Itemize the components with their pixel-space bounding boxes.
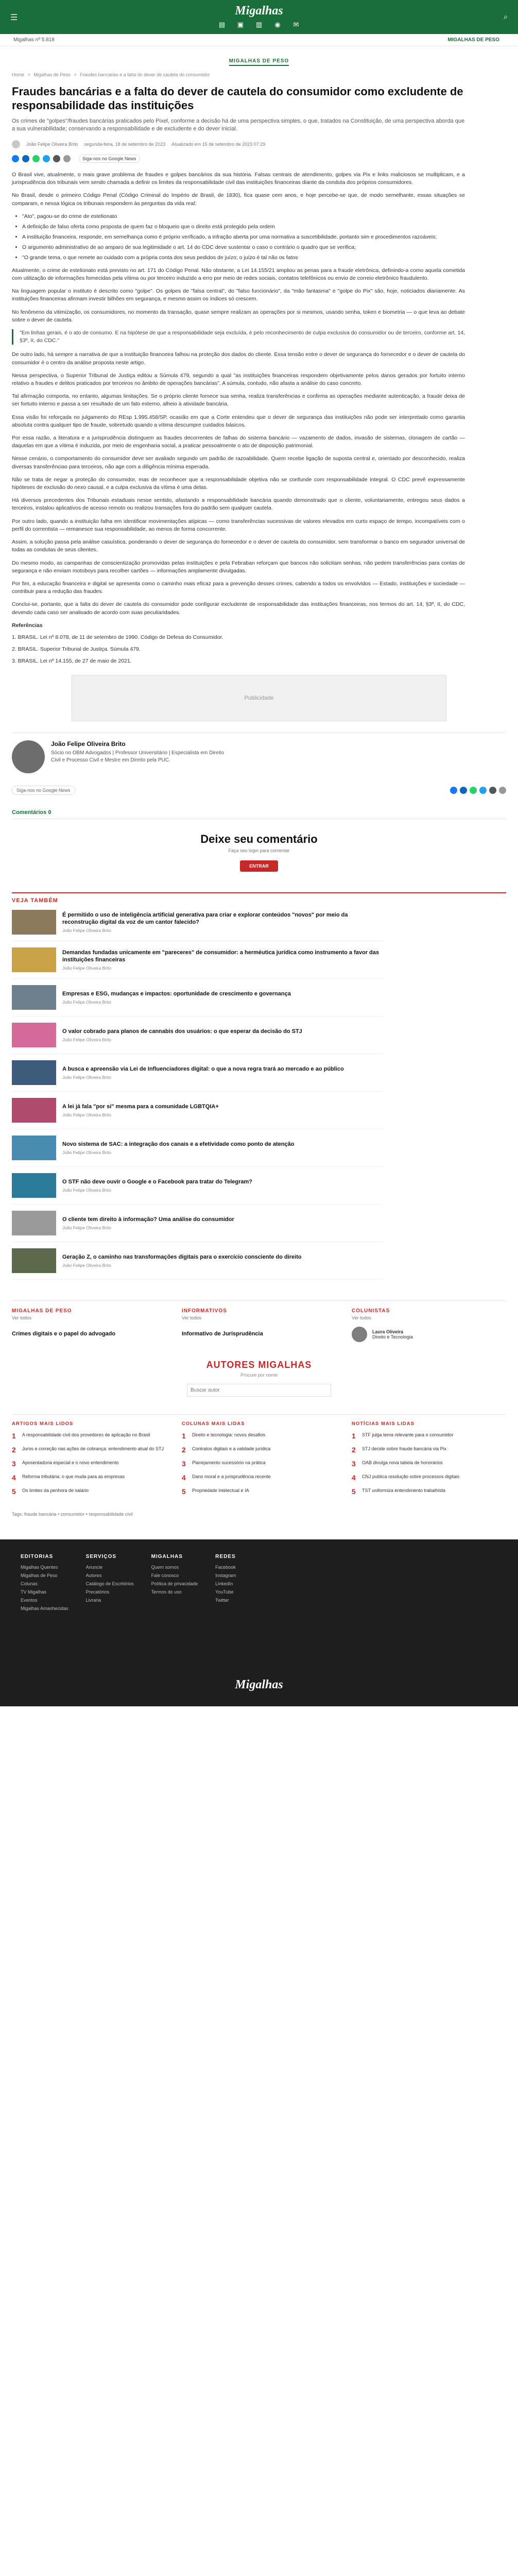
list-item[interactable] — [182, 1473, 336, 1482]
featured-title[interactable]: Informativo de Jurisprudência — [182, 1330, 263, 1337]
footer-link[interactable]: TV Migalhas — [21, 1589, 47, 1595]
share-bar — [12, 155, 506, 163]
see-also-title[interactable]: O STF não deve ouvir o Google e o Facebook para tratar do Telegram? — [62, 1178, 252, 1185]
footer-link[interactable]: Precatórios — [85, 1589, 110, 1595]
article-paragraph: Nessa perspectiva, o Superior Tribunal de Justiça editou a Súmula 479, segundo a qual "as instituições financeiras respondem objetivamente pelos danos gerados por fortuito interno relativo a fraudes e delitos praticados por terceiros no âmbito de operações bancárias". A súmula, contudo, não afasta a análise do caso concreto. — [12, 372, 465, 387]
list-item-title[interactable]: STF julga tema relevante para o consumidor — [362, 1432, 454, 1437]
book-icon[interactable]: ▥ — [255, 21, 263, 28]
rank-number: 4 — [352, 1473, 356, 1482]
see-also-author: João Felipe Oliveira Brito — [62, 1149, 111, 1155]
list-item[interactable] — [12, 1473, 166, 1482]
references-heading: Referências — [12, 622, 43, 629]
article-paragraph: Na linguagem popular o instituto é descrito como "golpe". Os golpes de "falsa central", do "falso funcionário", da "mão fantasma" e "golpe do Pix" são, hoje, noticiados diariamente. As instituições financeiras afirmam investir bilhões em segurança, e mesmo assim os índices só crescem. — [12, 288, 465, 302]
list-item[interactable] — [352, 1460, 506, 1468]
footer-link[interactable]: Instagram — [215, 1572, 236, 1578]
top-navigation-bar — [0, 0, 518, 34]
featured-columns — [12, 1300, 506, 1342]
leave-comment-sub: Faça seu login para comentar — [228, 848, 290, 853]
list-item[interactable] — [12, 1054, 383, 1092]
rank-number: 3 — [352, 1459, 356, 1468]
most-read-lists — [12, 1414, 506, 1501]
featured-column — [12, 1308, 166, 1342]
featured-column — [352, 1308, 506, 1342]
article-paragraph: Assim, a solução passa pela análise casuística, ponderando o dever de segurança do fornecedor e o dever de cautela do consumidor, sem transformar o banco em segurador universal de todas as condutas de seus clientes. — [12, 539, 465, 553]
list-item[interactable] — [352, 1446, 506, 1454]
article-paragraph: O Brasil vive, atualmente, o mais grave problema de fraudes e golpes bancários da sua história. Falsas centrais de atendimento, golpes via Pix e links maliciosos se multiplicam, e a jurisprudência dos tribunais vem sendo chamada a definir os limites da responsabilidade civil das instituições financeiras diante da conduta dos próprios consumidores. — [12, 172, 465, 186]
footer-link[interactable]: Migalhas de Peso — [21, 1572, 58, 1578]
newsletter-bar — [0, 34, 518, 46]
login-button[interactable]: ENTRAR — [240, 860, 278, 872]
article-lead: Os crimes de "golpes"/fraudes bancárias praticados pelo Pixel, conforme a decisão há de uma perspectiva simples, o que, tratados na Constituição, de uma perspectiva aborda que a sua vulnerabilidade; conservando a responsabilidade e de excludente e do dever inicial. — [12, 118, 465, 132]
see-also-author: João Felipe Oliveira Brito — [62, 1187, 111, 1193]
follow-bar — [12, 786, 506, 795]
author-name[interactable]: João Felipe Oliveira Brito — [26, 142, 78, 147]
list-heading: ARTIGOS MAIS LIDOS — [12, 1420, 74, 1427]
list-item[interactable] — [12, 904, 383, 941]
topbar-icon-row — [218, 21, 300, 29]
publish-date: segunda-feira, 18 de setembro de 2023 — [84, 142, 166, 147]
newsletter-label[interactable]: Migalhas nº 5.818 — [13, 37, 55, 43]
see-also-author: João Felipe Oliveira Brito — [62, 999, 111, 1005]
briefcase-icon[interactable]: ▣ — [237, 21, 244, 28]
list-item[interactable] — [12, 979, 383, 1016]
article-paragraph: Nesse cenário, o comportamento do consumidor deve ser avaliado segundo um padrão de razoabilidade. Quem recebe ligação de suposta central e, orientado por desconhecido, realiza diversas transferências para terceiros, não age com a diligência mínima esperada. — [12, 455, 465, 470]
twitter-icon[interactable] — [479, 787, 487, 794]
footer-link[interactable]: Livraria — [85, 1597, 101, 1603]
see-also-section — [12, 892, 506, 1280]
thumbnail[interactable] — [12, 1098, 56, 1123]
article-paragraph: Tal afirmação comporta, no entanto, algumas limitações. Se o próprio cliente fornece sua senha, realiza transferências e confirma as operações mediante autenticação, a fraude deixa de ser fortuito interno e passa a ser resultado de um fato externo, alheio à atividade bancária. — [12, 393, 465, 408]
rank-number: 4 — [12, 1473, 16, 1482]
email-share-icon[interactable] — [489, 787, 496, 794]
updated-date: Atualizado em 15 de setembro de 2023 07:29 — [171, 142, 266, 147]
byline — [12, 140, 506, 148]
article-paragraph: Essa visão foi reforçada no julgamento do REsp 1.995.458/SP, ocasião em que a Corte entendeu que o dever de segurança das instituições não pode ser interpretado como garantia absoluta contra qualquer tipo de fraude, sobretudo quando a vítima descumpre cuidados básicos. — [12, 414, 465, 428]
list-item-title[interactable]: Propriedade intelectual e IA — [192, 1487, 249, 1493]
article-title: Fraudes bancárias e a falta do dever de cautela do consumidor como excludente de responsabilidade das instituições — [12, 85, 463, 112]
thumbnail[interactable] — [12, 1211, 56, 1235]
twitter-icon[interactable] — [43, 155, 50, 162]
reference-item: 1. BRASIL. Lei nº 8.078, de 11 de setembro de 1990. Código de Defesa do Consumidor. — [12, 634, 223, 640]
site-footer — [0, 1539, 518, 1706]
search-icon[interactable]: ⌕ — [504, 12, 508, 21]
article-paragraph: Por fim, a educação financeira e digital se apresenta como o caminho mais eficaz para a prevenção desses crimes, cabendo a todos os envolvidos — Estado, instituições e sociedade — contribuir para a redução das fraudes. — [12, 580, 465, 595]
author-search-input[interactable] — [187, 1384, 331, 1397]
leave-comment-heading: Deixe seu comentário — [200, 832, 318, 845]
article-paragraph: Há diversos precedentes dos Tribunais estaduais nesse sentido, afastando a responsabilidade bancária quando demonstrado que o cliente, voluntariamente, entregou seus dados a terceiros, instalou aplicativos de acesso remoto ou realizou transações fora do padrão sem qualquer cautela. — [12, 497, 465, 512]
see-also-title[interactable]: O valor cobrado para planos de cannabis dos usuários: o que esperar da decisão do STJ — [62, 1028, 302, 1035]
see-also-heading: VEJA TAMBÉM — [12, 897, 58, 904]
footer-column — [151, 1554, 198, 1614]
article-paragraph: No Brasil, desde o primeiro Código Penal (Código Criminal do Império de Brasil, de 1830), fica quase cem anos, e hoje percebe-se que, de modo semelhante, essas situações se comparam, e nessa lógica os tribunais respondem às perguntas da vida real: — [12, 192, 465, 207]
see-also-author: João Felipe Oliveira Brito — [62, 1037, 111, 1042]
list-heading: COLUNAS MAIS LIDAS — [182, 1420, 245, 1427]
facebook-icon[interactable] — [450, 787, 457, 794]
see-also-title[interactable]: A busca e apreensão via Lei de Influenciadores digital: o que a nova regra trará ao mercado e ao público — [62, 1065, 344, 1072]
list-item[interactable] — [12, 941, 383, 979]
avatar[interactable] — [352, 1327, 367, 1342]
ad-banner[interactable]: Publicidade — [72, 675, 446, 721]
list-item[interactable] — [352, 1473, 506, 1482]
rank-number: 3 — [12, 1459, 16, 1468]
article-paragraph: No fenômeno da vitimização, os consumidores, no momento da transação, quase sempre realizam as operações por si mesmos, usando senha, token e biometria — o que leva ao debate sobre o dever de cautela. — [12, 309, 465, 323]
article-paragraph: Do mesmo modo, as campanhas de conscientização promovidas pelas instituições e pela Febraban reforçam que bancos não solicitam senhas, não pedem transferências para contas de segurança e não enviam motoboys para recolher cartões — informações amplamente divulgadas. — [12, 560, 465, 574]
footer-column — [21, 1554, 68, 1614]
social-share-row — [450, 787, 506, 794]
list-item[interactable] — [12, 1446, 166, 1454]
author-photo[interactable] — [12, 740, 45, 773]
footer-link[interactable]: Quem somos — [151, 1564, 179, 1570]
rank-number: 2 — [182, 1445, 186, 1454]
list-item[interactable] — [12, 1460, 166, 1468]
list-item[interactable] — [12, 1167, 383, 1205]
list-item[interactable] — [12, 1432, 166, 1440]
article-paragraph: Atualmente, o crime de estelionato está previsto no art. 171 do Código Penal. Não obstante, a Lei 14.155/21 ampliou as penas para a fraude eletrônica, definindo-a como aquela cometida com utilização de informações fornecidas pela vítima ou por terceiro induzido a erro por meio de redes sociais, contatos telefônicos ou envio de correio eletrônico fraudulento. — [12, 267, 465, 282]
see-all-link[interactable]: Ver todos — [352, 1315, 372, 1320]
list-item-title[interactable]: TST uniformiza entendimento trabalhista — [362, 1487, 445, 1493]
columnist-topic: Direito e Tecnologia — [372, 1334, 413, 1340]
breadcrumb-section[interactable]: Migalhas de Peso — [33, 72, 71, 77]
footer-column — [215, 1554, 236, 1614]
most-read-news — [352, 1421, 506, 1501]
rank-number: 2 — [352, 1445, 356, 1454]
see-also-title[interactable]: É permitido o uso de inteligência artificial generativa para criar e explorar conteúdos "novos" por meio da reconstrução digital da voz de um cantor falecido? — [62, 911, 348, 925]
print-icon[interactable] — [499, 787, 506, 794]
rank-number: 4 — [182, 1473, 186, 1482]
footer-column — [86, 1554, 134, 1614]
footer-link[interactable]: Catálogo de Escritórios — [85, 1581, 134, 1586]
see-also-title[interactable]: Novo sistema de SAC: a integração dos canais e a efetividade como ponto de atenção — [62, 1141, 295, 1147]
footer-link[interactable]: YouTube — [215, 1589, 234, 1595]
see-also-author: João Felipe Oliveira Brito — [62, 965, 111, 971]
linkedin-icon[interactable] — [22, 155, 29, 162]
footer-heading: EDITORIAS — [21, 1553, 54, 1560]
list-item[interactable] — [12, 1242, 383, 1280]
author-box-bio: Sócio no OBM Advogados | Professor Universitário | Especialista em Direito Civil e Processo Civil e Mestre em Direito pela PUC. — [51, 750, 224, 763]
list-item-title[interactable]: Juros e correção nas ações de cobrança: entendimento atual do STJ — [22, 1446, 164, 1451]
list-item[interactable] — [12, 1129, 383, 1167]
list-item-title[interactable]: Reforma tributária: o que muda para as empresas — [22, 1473, 125, 1479]
see-also-title[interactable]: O cliente tem direito à informação? Uma análise do consumidor — [62, 1216, 234, 1223]
footer-heading: SERVIÇOS — [85, 1553, 117, 1560]
menu-icon[interactable]: ☰ — [10, 13, 18, 22]
column-tag[interactable]: MIGALHAS DE PESO — [229, 58, 289, 66]
list-item-title[interactable]: CNJ publica resolução sobre processos digitais — [362, 1473, 460, 1479]
authors-heading: AUTORES MIGALHAS — [206, 1359, 312, 1370]
list-item-title[interactable]: Contratos digitais e a validade jurídica — [192, 1446, 271, 1451]
rank-number: 5 — [182, 1487, 186, 1496]
reference-item: 3. BRASIL. Lei nº 14.155, de 27 de maio de 2021. — [12, 658, 132, 665]
rank-number: 2 — [12, 1445, 16, 1454]
footer-link[interactable]: Eventos — [21, 1597, 38, 1603]
footer-link[interactable]: Fale conosco — [151, 1572, 179, 1578]
column-heading: COLUNISTAS — [352, 1308, 390, 1314]
rank-number: 1 — [182, 1431, 186, 1440]
breadcrumb-separator: > — [27, 72, 30, 77]
footer-heading: MIGALHAS — [151, 1553, 183, 1560]
print-icon[interactable] — [63, 155, 71, 162]
site-logo[interactable]: Migalhas — [235, 4, 283, 18]
thumbnail[interactable] — [12, 910, 56, 935]
featured-column — [182, 1308, 336, 1342]
rank-number: 5 — [12, 1487, 16, 1496]
google-news-button[interactable]: Siga-nos no Google News — [12, 786, 75, 795]
comments-count: 0 — [48, 809, 51, 816]
list-item: • A instituição financeira, responde, em semelhança como é próprio verificado, a infração aberta por uma normativa a suscetibilidade, portanto sim e procedimentos razoáveis; — [22, 233, 465, 241]
article-tags[interactable]: Tags: fraude bancária • consumidor • responsabilidade civil — [12, 1511, 133, 1517]
see-also-title[interactable]: Geração Z, o caminho nas transformações digitais para o exercício consciente do direito — [62, 1253, 302, 1260]
footer-link[interactable]: Migalhas Quentes — [21, 1564, 58, 1570]
see-also-author: João Felipe Oliveira Brito — [62, 1262, 111, 1268]
linkedin-icon[interactable] — [460, 787, 467, 794]
rank-number: 1 — [352, 1431, 356, 1440]
list-item-title[interactable]: Direito e tecnologia: novos desafios — [192, 1432, 266, 1437]
list-item[interactable] — [12, 1092, 383, 1129]
featured-title[interactable]: Crimes digitais e o papel do advogado — [12, 1330, 116, 1337]
article-paragraph: De outro lado, há sempre a narrativa de que a instituição financeira falhou na proteção dos dados do cliente. Essa tensão entre o dever de segurança do fornecedor e o dever de cautela do consumidor é o centro da análise proposta neste artigo. — [12, 351, 465, 366]
thumbnail[interactable] — [12, 985, 56, 1010]
columnist-name[interactable]: Laura Oliveira — [372, 1329, 404, 1334]
footer-link[interactable]: LinkedIn — [215, 1581, 233, 1586]
reference-item: 2. BRASIL. Superior Tribunal de Justiça. Súmula 479. — [12, 646, 141, 653]
column-header — [12, 56, 506, 66]
list-item[interactable] — [182, 1432, 336, 1440]
most-read-columns — [182, 1421, 336, 1501]
footer-link[interactable]: Twitter — [215, 1597, 229, 1603]
thumbnail[interactable] — [12, 1136, 56, 1160]
email-share-icon[interactable] — [53, 155, 60, 162]
thumbnail[interactable] — [12, 947, 56, 972]
footer-link[interactable]: Autores — [85, 1572, 102, 1578]
see-all-link[interactable]: Ver todos — [182, 1315, 202, 1320]
see-also-title[interactable]: Demandas fundadas unicamente em "pareceres" de consumidor: a herméutica jurídica como instrumento a favor das instituições financeiras — [62, 949, 379, 963]
list-item-title[interactable]: Planejamento sucessório na prática — [192, 1460, 266, 1465]
see-also-author: João Felipe Oliveira Brito — [62, 1074, 111, 1080]
author-box — [12, 733, 506, 773]
breadcrumb-separator: > — [74, 72, 77, 77]
facebook-icon[interactable] — [12, 155, 19, 162]
see-all-link[interactable]: Ver todos — [12, 1315, 32, 1320]
see-also-author: João Felipe Oliveira Brito — [62, 1112, 111, 1117]
column-heading: INFORMATIVOS — [182, 1308, 227, 1314]
authors-sub: Procure por nome — [240, 1372, 278, 1378]
article-paragraph: Por essa razão, a literatura e a jurisprudência distinguem as fraudes decorrentes de falhas do sistema bancário — vazamento de dados, invasão de sistemas, clonagem de cartão — daquelas em que a vítima é induzida, por meio de engenharia social, a praticar pessoalmente o ato de disposição patrimonial. — [12, 435, 465, 449]
article-body — [12, 171, 465, 666]
user-icon[interactable]: ◉ — [274, 21, 281, 28]
list-item-title[interactable]: STJ decide sobre fraude bancária via Pix — [362, 1446, 447, 1451]
section-tag[interactable]: MIGALHAS DE PESO — [447, 37, 499, 43]
footer-link[interactable]: Migalhas Amanhecidas — [21, 1605, 68, 1611]
thumbnail[interactable] — [12, 1248, 56, 1273]
references — [12, 622, 465, 666]
article-list — [22, 213, 465, 262]
comments-header — [12, 809, 506, 819]
list-item-title[interactable]: Dano moral e a jurisprudência recente — [192, 1473, 271, 1479]
list-item: • A definição de falso oferta como proposta de quem faz o bloqueio que o direito está protegido pela ordem — [22, 223, 465, 231]
footer-link[interactable]: Facebook — [215, 1564, 236, 1570]
footer-heading: REDES — [215, 1553, 236, 1560]
footer-logo[interactable]: Migalhas — [235, 1677, 283, 1691]
columnist-card[interactable] — [352, 1327, 506, 1342]
authors-search — [12, 1360, 506, 1397]
breadcrumb-current: Fraudes bancárias e a falta do dever de cautela do consumidor — [80, 72, 210, 77]
leave-comment-section — [12, 833, 506, 872]
thumbnail[interactable] — [12, 1173, 56, 1198]
list-item[interactable] — [352, 1432, 506, 1440]
rank-number: 5 — [352, 1487, 356, 1496]
comments-label: Comentários — [12, 809, 47, 816]
see-also-title[interactable]: Empresas e ESG, mudanças e impactos: oportunidade de crescimento e governança — [62, 990, 291, 997]
list-item[interactable] — [12, 1205, 383, 1242]
list-item-title[interactable]: OAB divulga nova tabela de honorários — [362, 1460, 443, 1465]
list-item[interactable] — [352, 1487, 506, 1496]
quote-text: "Em linhas gerais, é o ato de consumo. E na hipótese de que a responsabilidade seja excluída, é pelo reconhecimento de culpa exclusiva do consumidor ou de terceiro, conforme art. 14, §3º, II, do CDC." — [20, 330, 465, 344]
whatsapp-icon[interactable] — [470, 787, 477, 794]
footer-link[interactable]: Política de privacidade — [151, 1581, 198, 1586]
footer-link[interactable]: Colunas — [21, 1581, 38, 1586]
footer-link[interactable]: Anuncie — [85, 1564, 103, 1570]
footer-columns — [21, 1554, 497, 1614]
page-wrapper — [12, 56, 506, 1517]
blockquote — [12, 329, 465, 345]
rank-number: 3 — [182, 1459, 186, 1468]
article-paragraph: Não se trata de negar a proteção do consumidor, mas de reconhecer que a responsabilidade objetiva não se confunde com responsabilidade integral. O CDC prevê expressamente hipóteses de exclusão do nexo causal, e a culpa exclusiva da vítima é uma delas. — [12, 476, 465, 491]
list-item[interactable] — [182, 1446, 336, 1454]
list-item: • O argumento administrativo de ao amparo de sua legitimidade o art. 14 do CDC deve sustentar o caso o contrário o quadro que se verifica; — [22, 244, 465, 251]
rank-number: 1 — [12, 1431, 16, 1440]
mail-icon[interactable]: ✉ — [293, 21, 299, 28]
see-also-author: João Felipe Oliveira Brito — [62, 1225, 111, 1230]
list-item: • "Ato", pagou-se do crime de estelionato — [22, 213, 465, 221]
author-box-name[interactable]: João Felipe Oliveira Brito — [51, 740, 126, 748]
whatsapp-icon[interactable] — [32, 155, 40, 162]
breadcrumb — [12, 72, 506, 77]
list-item-title[interactable]: A responsabilidade civil dos provedores de aplicação no Brasil — [22, 1432, 150, 1437]
newspaper-icon[interactable]: ▤ — [218, 21, 226, 28]
list-item[interactable] — [182, 1460, 336, 1468]
column-heading: MIGALHAS DE PESO — [12, 1308, 72, 1314]
list-item[interactable] — [182, 1487, 336, 1496]
see-also-title[interactable]: A lei já fala "por si" mesma para a comunidade LGBTQIA+ — [62, 1103, 219, 1110]
see-also-list — [12, 904, 383, 1280]
list-heading: NOTÍCIAS MAIS LIDAS — [352, 1420, 415, 1427]
most-read-articles — [12, 1421, 166, 1501]
list-item-title[interactable]: Os limites da penhora de salário — [22, 1487, 89, 1493]
footer-link[interactable]: Termos de uso — [151, 1589, 182, 1595]
list-item: • "O grande tema, o que remete ao cuidado com a própria conta dos seus pedidos de juízo; o juízo é tal não os fatos — [22, 254, 465, 262]
article-paragraph: Por outro lado, quando a instituição falha em identificar movimentações atípicas — como transferências sucessivas de valores elevados em curto espaço de tempo, incompatíveis com o perfil do correntista — remanesce sua responsabilidade, ao menos de forma concorrente. — [12, 518, 465, 532]
thumbnail[interactable] — [12, 1023, 56, 1047]
google-news-button[interactable]: Siga-nos no Google News — [79, 155, 140, 163]
breadcrumb-home[interactable]: Home — [12, 72, 25, 77]
article-paragraph: Conclui-se, portanto, que a falta do dever de cautela do consumidor pode configurar excludente de responsabilidade das instituições financeiras, nos termos do art. 14, §3º, II, do CDC, devendo cada caso ser analisado de acordo com suas peculiaridades. — [12, 601, 465, 616]
see-also-author: João Felipe Oliveira Brito — [62, 927, 111, 933]
list-item[interactable] — [12, 1016, 383, 1054]
list-item[interactable] — [12, 1487, 166, 1496]
list-item-title[interactable]: Aposentadoria especial e o novo entendimento — [22, 1460, 119, 1465]
author-avatar[interactable] — [12, 140, 20, 148]
thumbnail[interactable] — [12, 1060, 56, 1085]
